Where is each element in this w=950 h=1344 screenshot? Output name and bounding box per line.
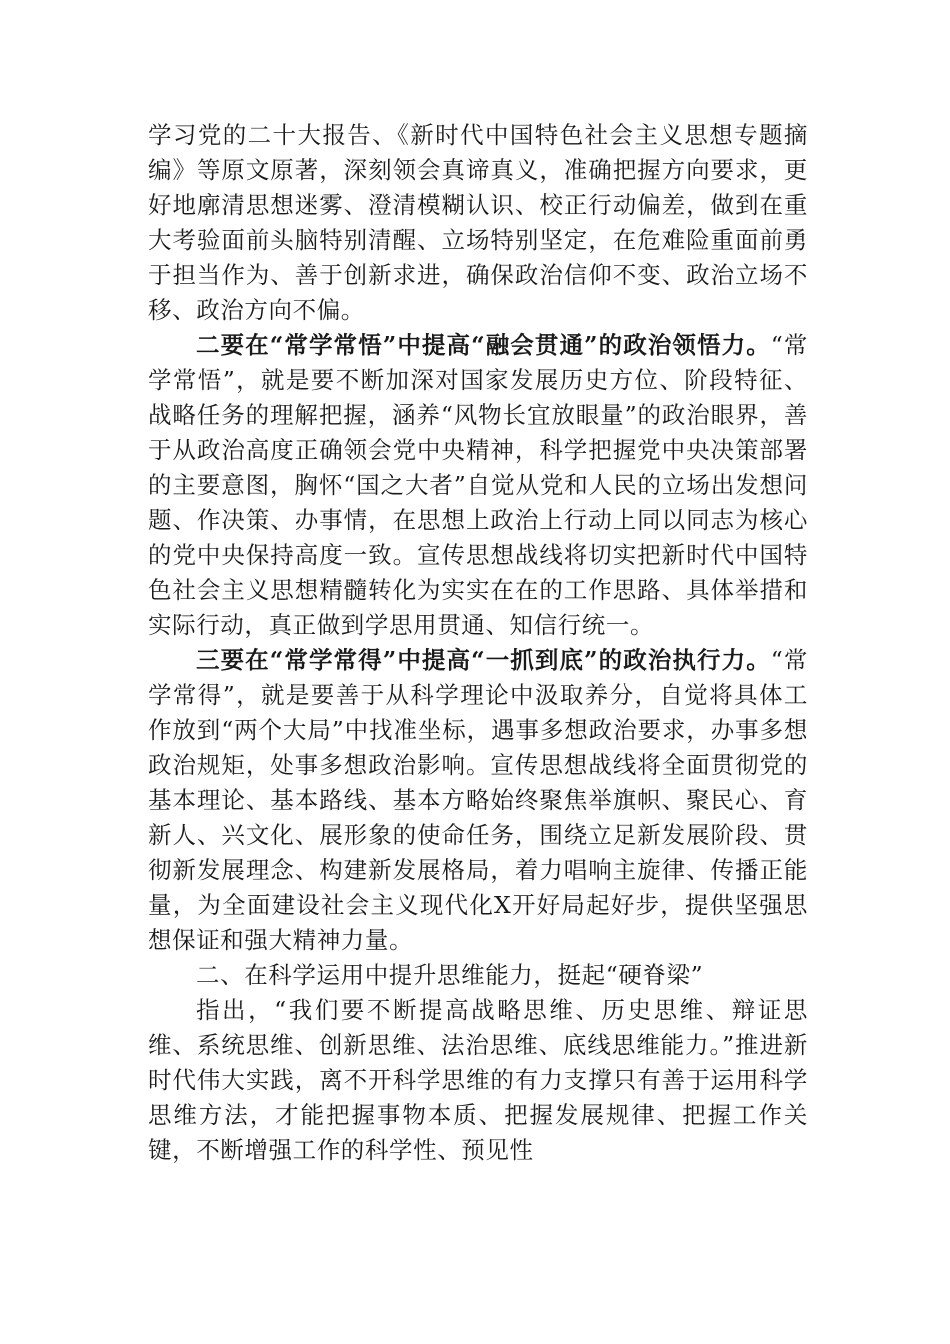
section-heading-text: 二、在科学运用中提升思维能力，挺起“硬脊梁”	[196, 961, 704, 989]
paragraph-body	[148, 993, 808, 1168]
paragraph-text: 指出，“我们要不断提高战略思维、历史思维、辩证思维、系统思维、创新思维、法治思维、底线思维能力。”推进新时代伟大实践，离不开科学思维的有力支撑只有善于运用科学思维方法，才能把握事物本质、把握发展规律、把握工作关键，不断增强工作的科学性、预见性	[148, 996, 808, 1164]
document-body	[148, 118, 808, 1168]
paragraph-point-three	[148, 643, 808, 958]
paragraph-point-two	[148, 328, 808, 643]
paragraph-text: “常学常得”，就是要善于从科学理论中汲取养分，自觉将具体工作放到“两个大局”中找准坐标，遇事多想政治要求，办事多想政治规矩，处事多想政治影响。宣传思想战线将全面贯彻党的基本理论、基本路线、基本方略始终聚焦举旗帜、聚民心、育新人、兴文化、展形象的使命任务，围绕立足新发展阶段、贯彻新发展理念、构建新发展格局，着力唱响主旋律、传播正能量，为全面建设社会主义现代化X开好局起好步，提供坚强思想保证和强大精神力量。	[148, 646, 808, 954]
paragraph-lead: 三要在“常学常得”中提高“一抓到底”的政治执行力。	[196, 646, 771, 674]
paragraph-text: “常学常悟”，就是要不断加深对国家发展历史方位、阶段特征、战略任务的理解把握，涵养“风物长宜放眼量”的政治眼界，善于从政治高度正确领会党中央精神，科学把握党中央决策部署的主要意图，胸怀“国之大者”自觉从党和人民的立场出发想问题、作决策、办事情，在思想上政治上行动上同以同志为核心的党中央保持高度一致。宣传思想战线将切实把新时代中国特色社会主义思想精髓转化为实实在在的工作思路、具体举措和实际行动，真正做到学思用贯通、知信行统一。	[148, 331, 808, 639]
section-heading	[148, 958, 808, 993]
paragraph-continuation	[148, 118, 808, 328]
paragraph-lead: 二要在“常学常悟”中提高“融会贯通”的政治领悟力。	[196, 331, 771, 359]
paragraph-text: 学习党的二十大报告、《新时代中国特色社会主义思想专题摘编》等原文原著，深刻领会真谛真义，准确把握方向要求，更好地廓清思想迷雾、澄清模糊认识、校正行动偏差，做到在重大考验面前头脑特别清醒、立场特别坚定，在危难险重面前勇于担当作为、善于创新求进，确保政治信仰不变、政治立场不移、政治方向不偏。	[148, 121, 808, 324]
